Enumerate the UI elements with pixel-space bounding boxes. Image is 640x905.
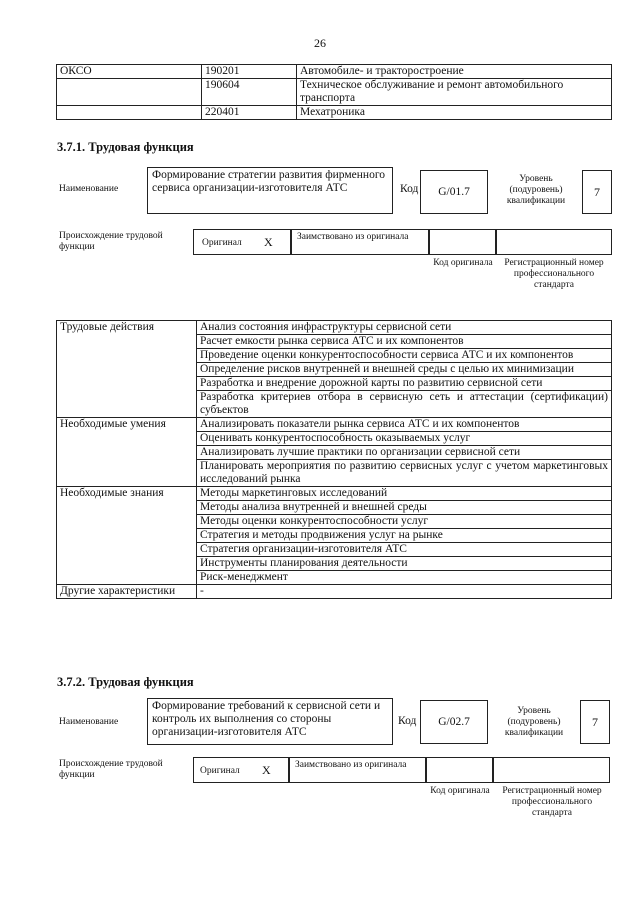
- code-orig-label-1: Код оригинала: [433, 258, 493, 268]
- section-heading-372: 3.7.2. Трудовая функция: [57, 675, 194, 689]
- knowledge-item: Инструменты планирования деятельности: [197, 557, 612, 571]
- action-item: Определение рисков внутренней и внешней среды с целью их минимизации: [197, 363, 612, 377]
- actions-label: Трудовые действия: [57, 321, 197, 418]
- code-label-2: Код: [398, 715, 417, 727]
- borrowed-label-2: Заимствовано из оригинала: [295, 760, 407, 770]
- skills-label: Необходимые умения: [57, 418, 197, 487]
- original-mark-1: X: [264, 235, 273, 249]
- original-label-2: Оригинал: [200, 766, 240, 776]
- reg-box-2: [493, 757, 610, 783]
- function-code-2: G/02.7: [420, 700, 488, 744]
- reg-label-1: Регистрационный номер профессионального стандарта: [504, 258, 604, 290]
- okso-code-3: 220401: [202, 106, 297, 120]
- origin-label-1: Происхождение трудовой функции: [59, 231, 163, 252]
- okso-code-2: 190604: [202, 79, 297, 106]
- level-label-2: Уровень (подуровень) квалификации: [504, 706, 564, 738]
- original-box-2: [193, 757, 289, 783]
- knowledge-label: Необходимые знания: [57, 487, 197, 585]
- knowledge-item: Стратегия и методы продвижения услуг на рынке: [197, 529, 612, 543]
- skill-item: Анализировать показатели рынка сервиса АТС и их компонентов: [197, 418, 612, 432]
- knowledge-item: Методы оценки конкурентоспособности услуг: [197, 515, 612, 529]
- skill-item: Планировать мероприятия по развитию сервисных услуг с учетом маркетинговых исследований рынка: [197, 460, 612, 487]
- other-label: Другие характеристики: [57, 585, 197, 599]
- okso-title-3: Мехатроника: [297, 106, 612, 120]
- okso-label: ОКСО: [57, 65, 202, 79]
- knowledge-item: Методы анализа внутренней и внешней среды: [197, 501, 612, 515]
- skill-item: Оценивать конкурентоспособность оказываемых услуг: [197, 432, 612, 446]
- origin-label-2: Происхождение трудовой функции: [59, 759, 163, 780]
- borrowed-label-1: Заимствовано из оригинала: [297, 232, 409, 242]
- function-details-table: [56, 320, 612, 599]
- action-item: Проведение оценки конкурентоспособности сервиса АТС и их компонентов: [197, 349, 612, 363]
- original-label-1: Оригинал: [202, 238, 242, 248]
- okso-title-1: Автомобиле- и тракторостроение: [297, 65, 612, 79]
- function-code-1: G/01.7: [420, 170, 488, 214]
- action-item: Разработка критериев отбора в сервисную сеть и аттестации (сертификации) субъектов: [197, 391, 612, 418]
- function-name-1: Формирование стратегии развития фирменного сервиса организации-изготовителя АТС: [147, 167, 393, 214]
- page-number: 26: [314, 36, 326, 50]
- action-item: Расчет емкости рынка сервиса АТС и их компонентов: [197, 335, 612, 349]
- other-value: -: [197, 585, 612, 599]
- okso-code-1: 190201: [202, 65, 297, 79]
- code-orig-label-2: Код оригинала: [430, 786, 490, 796]
- skill-item: Анализировать лучшие практики по организации сервисной сети: [197, 446, 612, 460]
- level-label-1: Уровень (подуровень) квалификации: [506, 174, 566, 206]
- borrowed-box-2: [289, 757, 426, 783]
- name-label-2: Наименование: [59, 717, 119, 727]
- code-orig-box-2: [426, 757, 493, 783]
- level-value-2: 7: [580, 700, 610, 744]
- code-label-1: Код: [400, 183, 419, 195]
- reg-box-1: [496, 229, 612, 255]
- original-mark-2: X: [262, 763, 271, 777]
- borrowed-box-1: [291, 229, 429, 255]
- reg-label-2: Регистрационный номер профессионального стандарта: [502, 786, 602, 818]
- okso-table: [56, 64, 612, 120]
- knowledge-item: Стратегия организации-изготовителя АТС: [197, 543, 612, 557]
- section-heading-371: 3.7.1. Трудовая функция: [57, 140, 194, 154]
- action-item: Анализ состояния инфраструктуры сервисной сети: [197, 321, 612, 335]
- okso-title-2: Техническое обслуживание и ремонт автомобильного транспорта: [297, 79, 612, 106]
- knowledge-item: Риск-менеджмент: [197, 571, 612, 585]
- action-item: Разработка и внедрение дорожной карты по развитию сервисной сети: [197, 377, 612, 391]
- level-value-1: 7: [582, 170, 612, 214]
- knowledge-item: Методы маркетинговых исследований: [197, 487, 612, 501]
- code-orig-box-1: [429, 229, 496, 255]
- name-label-1: Наименование: [59, 184, 119, 194]
- function-name-2: Формирование требований к сервисной сети и контроль их выполнения со стороны организации-изготовителя АТС: [147, 698, 393, 745]
- original-box-1: [193, 229, 291, 255]
